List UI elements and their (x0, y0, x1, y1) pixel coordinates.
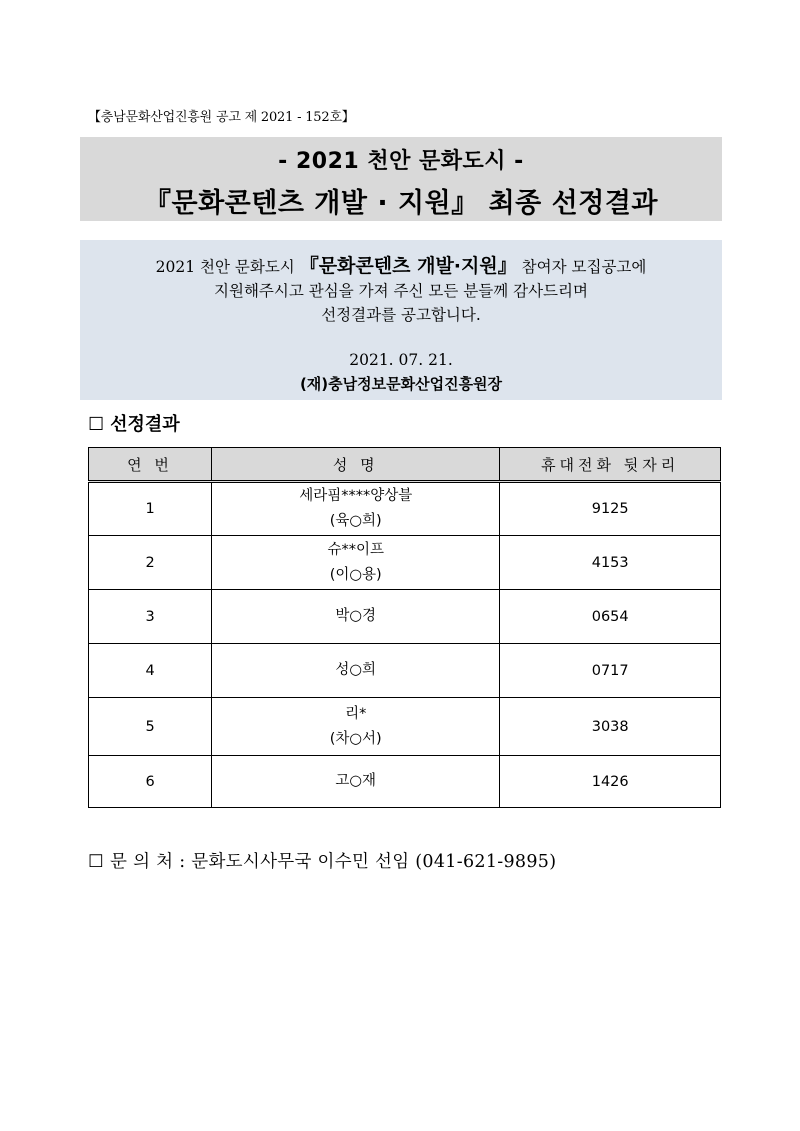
cell-number: 4 (89, 644, 212, 698)
message-line1 (80, 254, 722, 279)
table-row (89, 756, 721, 808)
cell-name (212, 590, 500, 644)
notice-number: 【충남문화산업진흥원 공고 제 2021 - 152호】 (88, 110, 355, 125)
cell-phone: 9125 (500, 482, 721, 536)
cell-number: 2 (89, 536, 212, 590)
name-secondary: (차○서) (329, 730, 382, 747)
title-line1: - 2021 천안 문화도시 - (278, 149, 524, 174)
cell-number: 1 (89, 482, 212, 536)
name-primary: 슈**이프 (327, 541, 384, 558)
cell-phone: 0654 (500, 590, 721, 644)
name-primary: 세라핌****양상블 (299, 488, 413, 504)
cell-name (212, 698, 500, 756)
cell-phone: 4153 (500, 536, 721, 590)
cell-phone: 1426 (500, 756, 721, 808)
table-row (89, 590, 721, 644)
cell-name (212, 644, 500, 698)
name-secondary: (육○희) (329, 513, 382, 529)
announcement-message (80, 240, 722, 400)
cell-phone: 3038 (500, 698, 721, 756)
cell-number: 5 (89, 698, 212, 756)
section-heading-results (88, 410, 180, 436)
title-line2: 『문화콘텐츠 개발 · 지원』 최종 선정결과 (144, 188, 658, 219)
message-line3: 선정결과를 공고합니다. (321, 306, 481, 324)
cell-number: 3 (89, 590, 212, 644)
cell-name (212, 756, 500, 808)
name-primary: 리* (345, 705, 367, 722)
checkbox-square-icon: ☐ (88, 414, 105, 435)
message-line1-post: 참여자 모집공고에 (516, 258, 647, 276)
contact-info (88, 848, 556, 873)
announcement-date: 2021. 07. 21. (349, 351, 453, 369)
table-row (89, 644, 721, 698)
section-title: 선정결과 (110, 414, 180, 435)
contact-text: 문 의 처 : 문화도시사무국 이수민 선임 (041-621-9895) (110, 852, 557, 872)
cell-name (212, 536, 500, 590)
name-secondary: (이○용) (329, 566, 382, 583)
name-primary: 성○희 (335, 662, 377, 678)
cell-name (212, 482, 500, 536)
message-line1-pre: 2021 천안 문화도시 (155, 258, 300, 276)
table-row (89, 482, 721, 536)
header-name: 성 명 (212, 448, 500, 482)
name-primary: 고○재 (335, 773, 377, 789)
results-table (88, 447, 721, 808)
header-number: 연 번 (89, 448, 212, 482)
table-row (89, 698, 721, 756)
table-header-row (89, 448, 721, 482)
checkbox-square-icon: ☐ (88, 852, 104, 872)
cell-phone: 0717 (500, 644, 721, 698)
table-row (89, 536, 721, 590)
cell-number: 6 (89, 756, 212, 808)
announcing-organization: (재)충남정보문화산업진흥원장 (299, 375, 503, 393)
title-banner (80, 137, 722, 221)
name-primary: 박○경 (335, 608, 377, 624)
message-program-name: 『문화콘텐츠 개발·지원』 (299, 255, 517, 277)
message-line2: 지원해주시고 관심을 가져 주신 모든 분들께 감사드리며 (214, 282, 588, 300)
header-phone: 휴대전화 뒷자리 (500, 448, 721, 482)
